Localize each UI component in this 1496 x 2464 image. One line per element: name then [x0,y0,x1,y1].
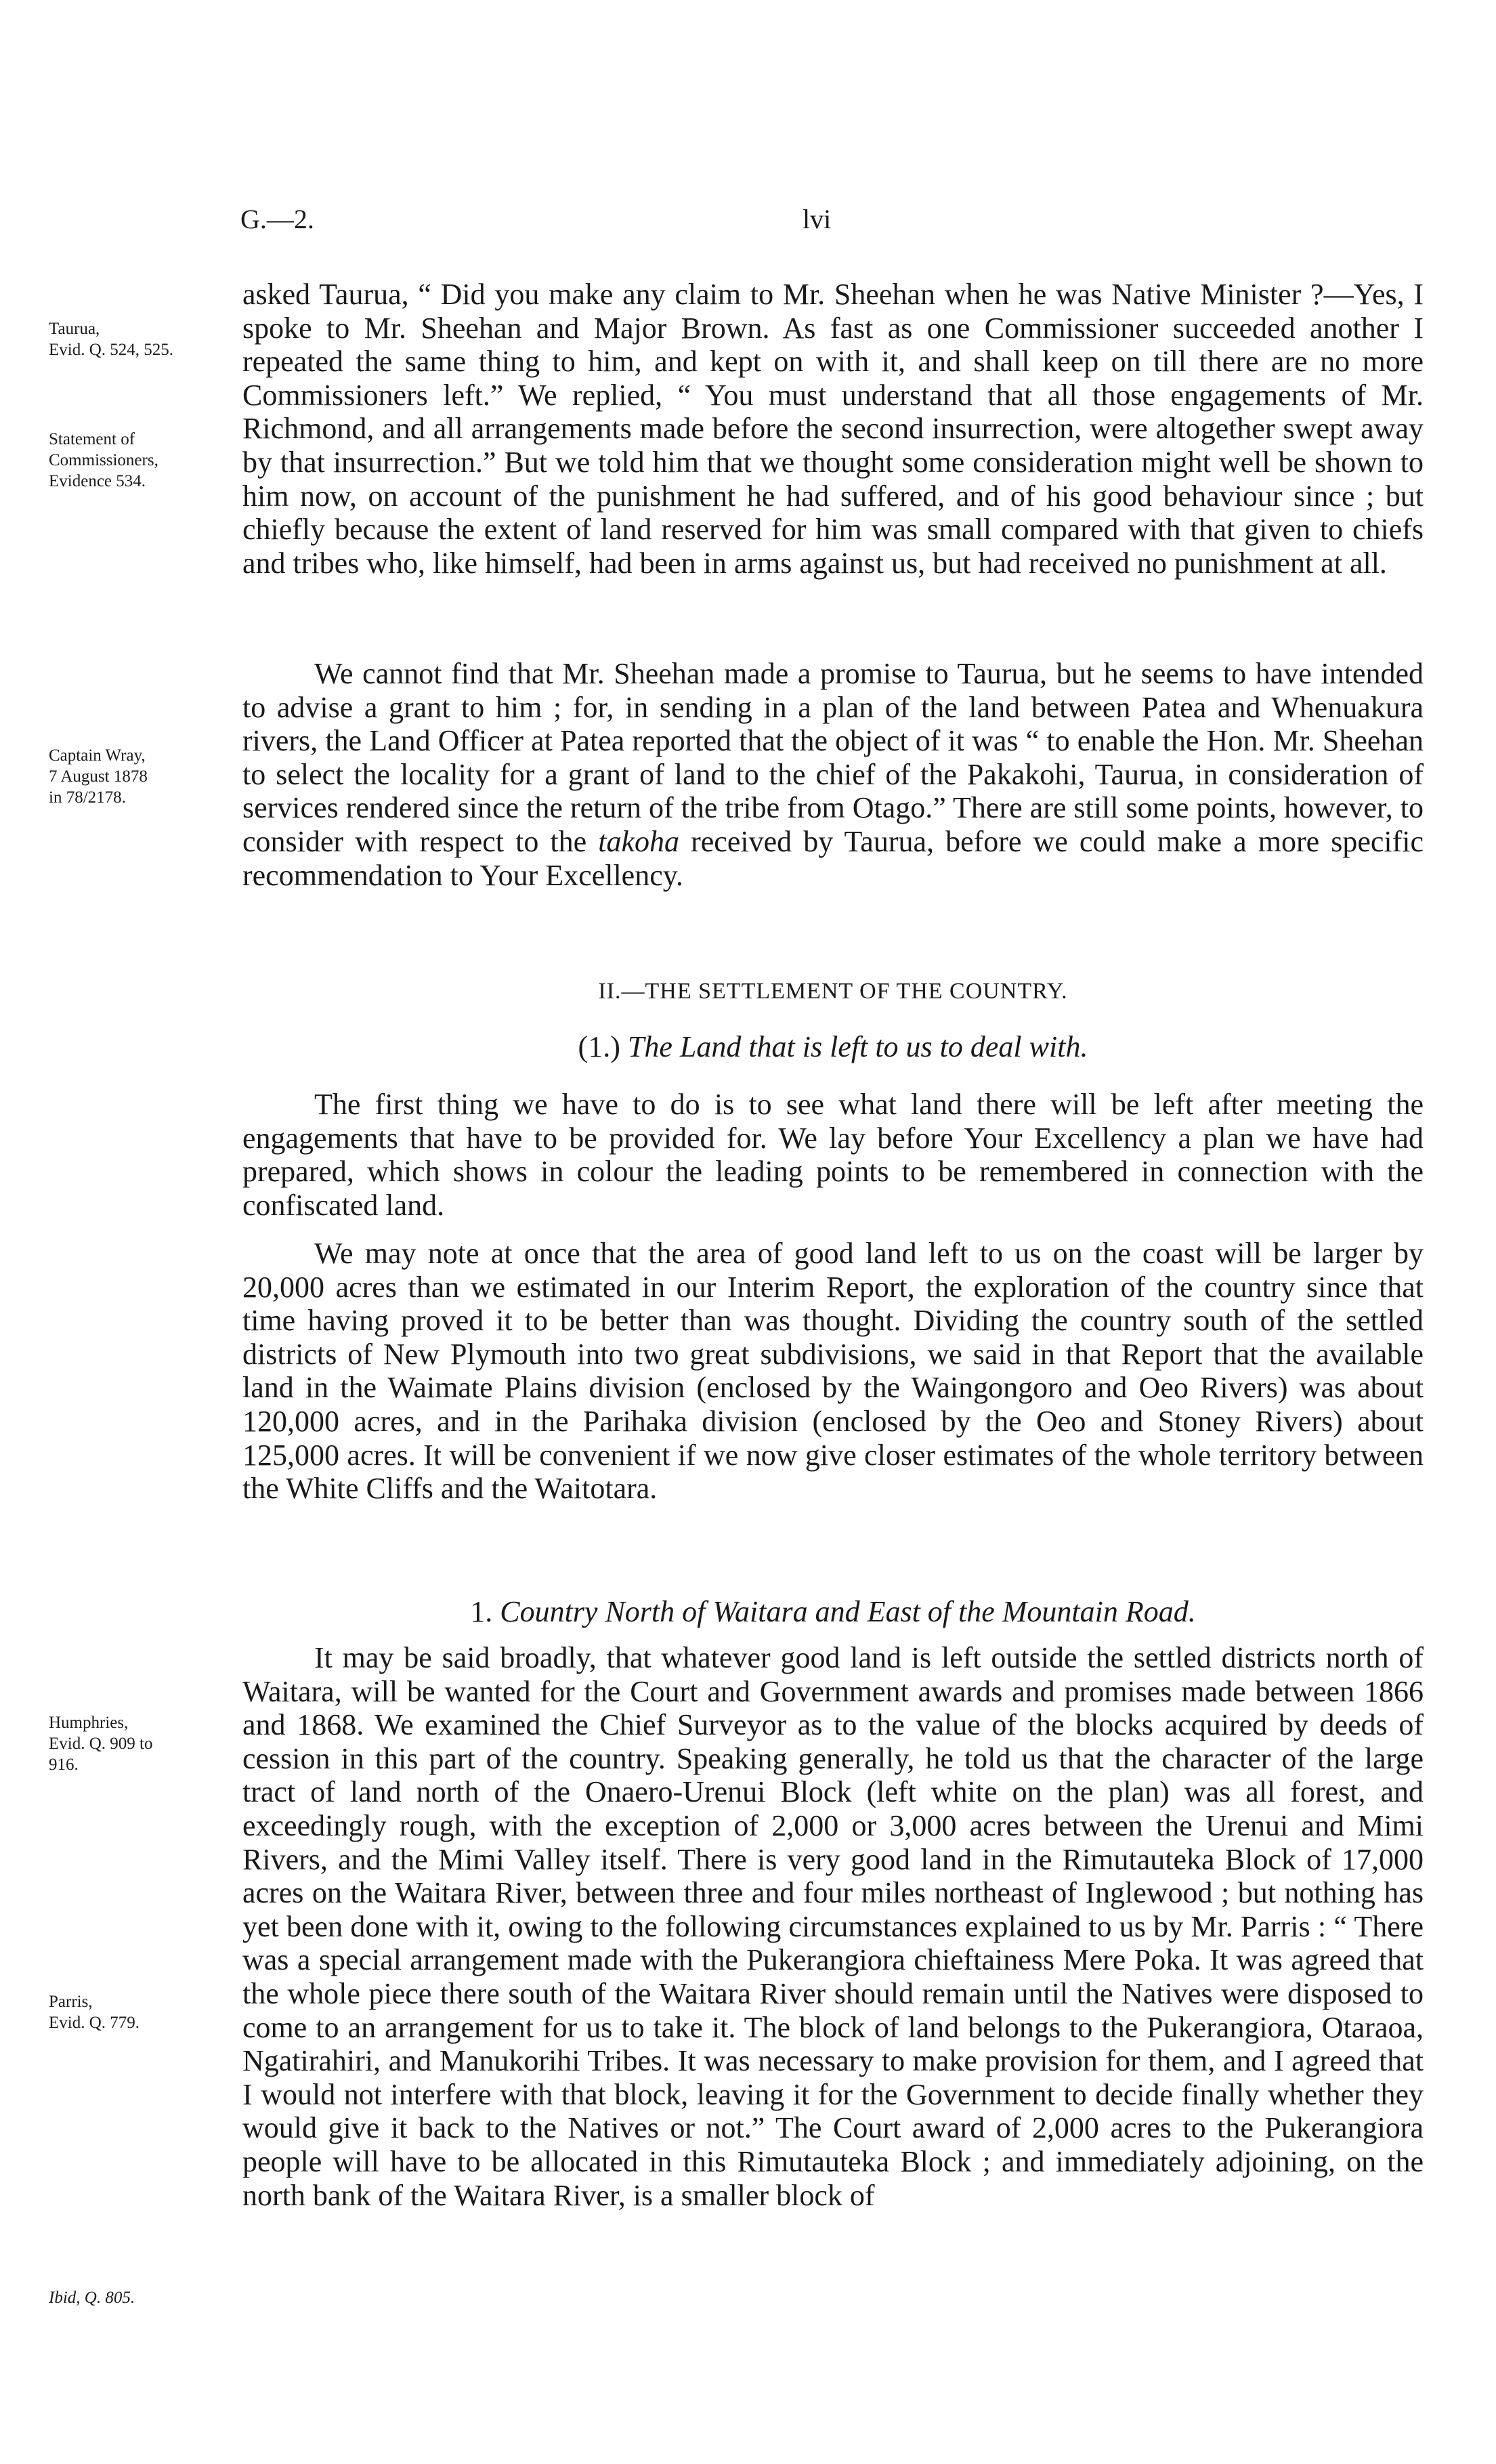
margin-note-statement [49,429,238,492]
paragraph-sheehan-promise [242,657,1424,892]
subsection-heading [242,1029,1424,1064]
margin-note-humphries [49,1712,238,1775]
margin-note-line: 7 August 1878 [49,767,148,786]
section-heading: II.—THE SETTLEMENT OF THE COUNTRY. [598,979,1068,1004]
margin-note-parris [49,1991,238,2033]
margin-note-line: Evid. Q. 909 to [49,1735,153,1753]
document-reference: G.—2. [240,204,314,234]
margin-note-line: 916. [49,1756,79,1774]
margin-note-line: in 78/2178. [49,788,126,807]
margin-note-line: Evid. Q. 524, 525. [49,341,174,359]
subsection-title: The Land that is left to us to deal with. [627,1030,1088,1063]
margin-note-wray [49,745,238,808]
margin-note-ibid [49,2287,238,2308]
margin-note-line: Commissioners, [49,451,158,469]
margin-note-line: Statement of [49,430,135,448]
country-heading-title: Country North of Waitara and East of the Mountain Road. [500,1595,1196,1628]
paragraph-text: received by Taurua, before we could make a more specific recommendation to Your Excellency. [242,824,1424,892]
paragraph-area-estimate: We may note at once that the area of good land left to us on the coast will be larger by 20,000 acres than we estimated in our Interim Report, the exploration of the country since that time having proved it to be better than was thought. Dividing the country south of the settled districts of New Plymouth into two great subdivisions, we said in that Report that the available land in the Waimate Plains division (enclosed by the Waingongoro and Oeo Rivers) was about 120,000 acres, and in the Parihaka division (enclosed by the Oeo and Stoney Rivers) about 125,000 acres. It will be convenient if we now give closer estimates of the whole territory between the White Cliffs and the Waitotara. [242,1237,1424,1506]
page-number: lvi [803,204,832,234]
country-heading [242,1594,1424,1629]
margin-note-line: Humphries, [49,1714,129,1732]
paragraph-text: We cannot find that Mr. Sheehan made a promise to Taurua, but he seems to have intended to advise a grant to him ; for, in sending in a plan of the land between Patea and Whenuakura rivers, the Land Officer at Patea reported that the object of it was “ to enable the Hon. Mr. Sheehan to select the locality for a grant of land to the chief of the Pakakohi, Taurua, in consideration of services rendered since the return of the tribe from Otago.” There are still some points, however, to consider with respect to the [242,657,1424,858]
margin-note-line: Evidence 534. [49,472,146,490]
country-heading-number: 1. [470,1595,493,1628]
paragraph-taurua-claim: asked Taurua, “ Did you make any claim to Mr. Sheehan when he was Native Minister ?—Yes, I spoke to Mr. Sheehan and Major Brown. As fast as one Commissioner succeeded another I repeated the same thing to him, and kept on with it, and shall keep on till there are no more Commissioners left.” We replied, “ You must understand that all those engagements of Mr. Richmond, and all arrangements made before the second insurrection, were altogether swept away by that insurrection.” But we told him that we thought some consideration might well be shown to him now, on account of the punishment he had suffered, and of his good behaviour since ; but chiefly because the extent of land reserved for him was small compared with that given to chiefs and tribes who, like himself, had been in arms against us, but had received no punishment at all. [242,278,1424,580]
paragraph-north-waitara: It may be said broadly, that whatever good land is left outside the settled districts north of Waitara, will be wanted for the Court and Government awards and promises made between 1866 and 1868. We examined the Chief Surveyor as to the value of the blocks acquired by deeds of cession in this part of the country. Speaking generally, he told us that the character of the large tract of land north of the Onaero-Urenui Block (left white on the plan) was all forest, and exceedingly rough, with the exception of 2,000 or 3,000 acres between the Urenui and Mimi Rivers, and the Mimi Valley itself. There is very good land in the Rimutauteka Block of 17,000 acres on the Waitara River, between three and four miles northeast of Inglewood ; but nothing has yet been done with it, owing to the following circumstances explained to us by Mr. Parris : “ There was a special arrangement made with the Pukerangiora chieftainess Mere Poka. It was agreed that the whole piece there south of the Waitara River should remain until the Natives were disposed to come to an arrangement for us to take it. The block of land belongs to the Pukerangiora, Otaraoa, Ngatirahiri, and Manukorihi Tribes. It was necessary to make provision for them, and I agreed that I would not interfere with that block, leaving it for the Government to decide finally whether they would give it back to the Natives or not.” The Court award of 2,000 acres to the Pukerangiora people will have to be allocated in this Rimutauteka Block ; and immediately adjoining, on the north bank of the Waitara River, is a smaller block of [242,1641,1424,2212]
margin-note-line: Taurua, [49,320,100,338]
maori-term: takoha [598,824,680,858]
margin-note-line: Evid. Q. 779. [49,2014,140,2032]
margin-note-line: Parris, [49,1993,93,2011]
subsection-number: (1.) [578,1030,620,1063]
margin-note-line: Captain Wray, [49,746,146,765]
margin-note-line: Ibid, Q. 805. [49,2289,135,2307]
margin-note-taurua [49,318,238,360]
paragraph-first-thing: The first thing we have to do is to see what land there will be left after meeting the engagements that have to be provided for. We lay before Your Excellency a plan we have had prepared, which shows in colour the leading points to be remembered in connection with the confiscated land. [242,1088,1424,1222]
